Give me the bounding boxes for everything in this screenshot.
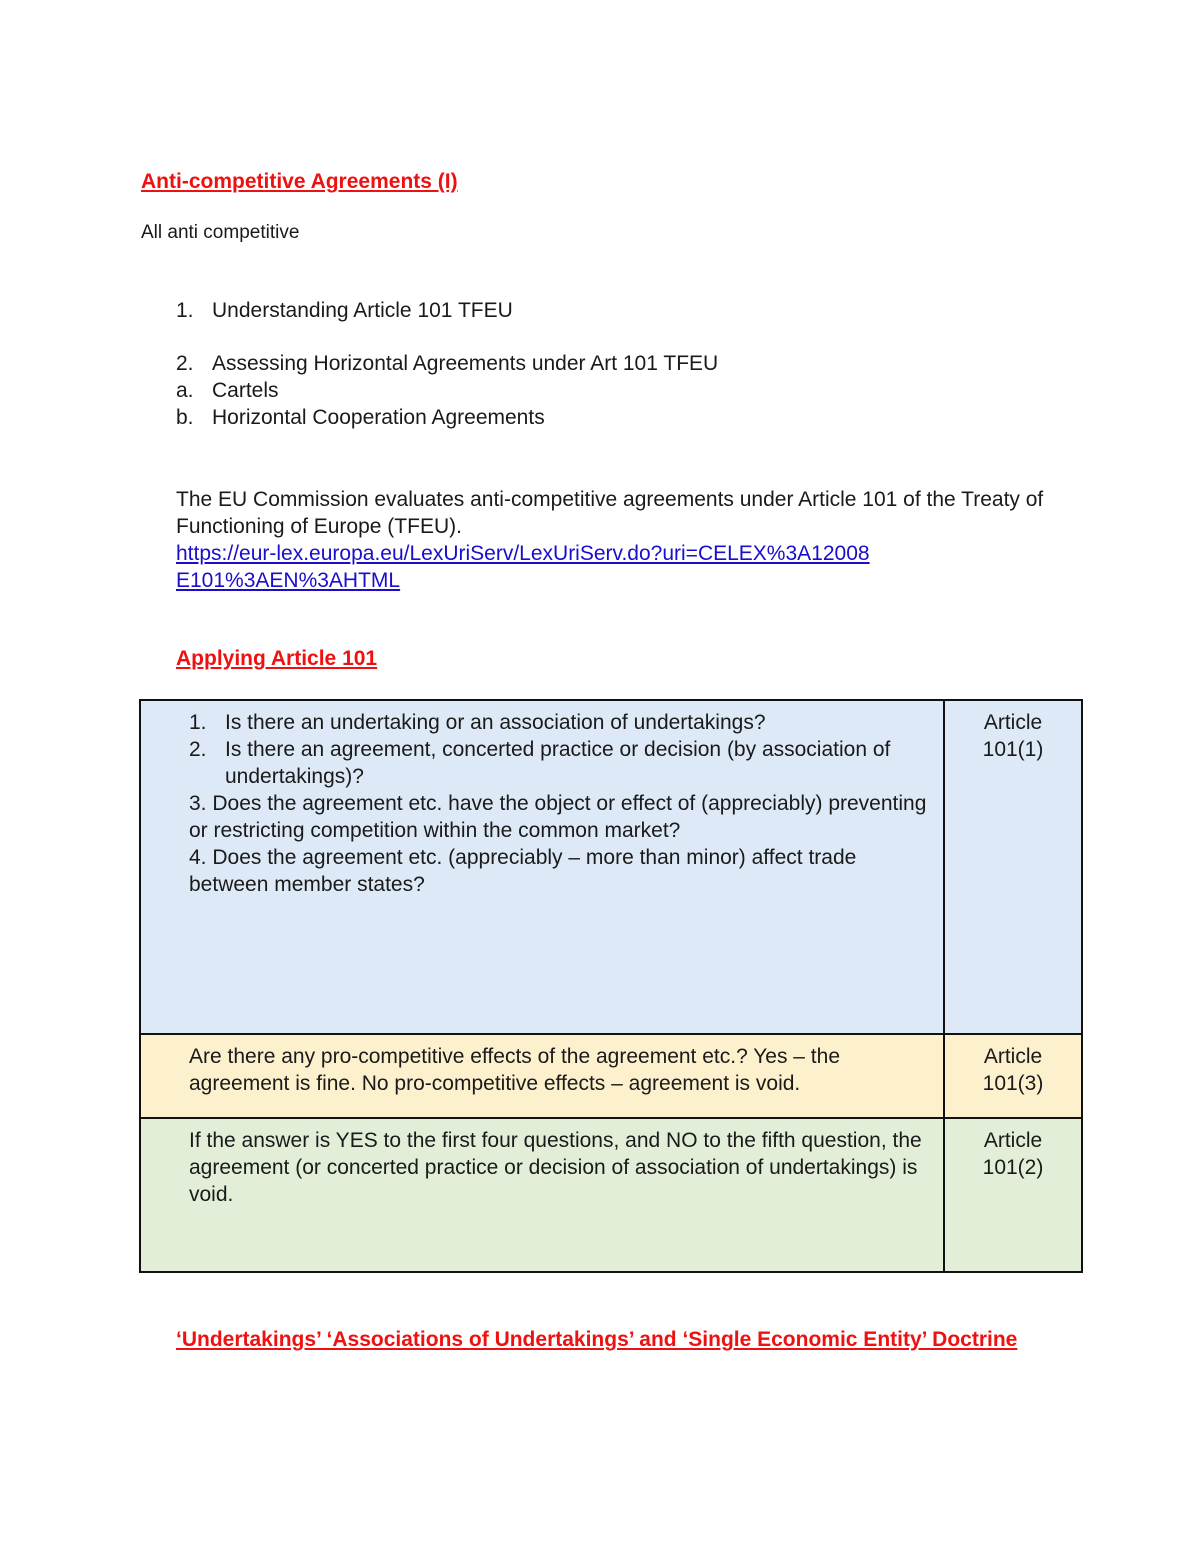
outline-list-1: [176, 297, 513, 324]
list-item: [176, 404, 718, 431]
question-item: [189, 736, 929, 790]
exemption-cell: Are there any pro-competitive effects of the agreement etc.? Yes – the agreement is fine. No pro-competitive effects – agreement is void.: [140, 1034, 944, 1118]
list-item-text: Cartels: [212, 379, 279, 402]
question-item: [189, 790, 929, 844]
commission-paragraph: [176, 486, 1076, 594]
question-text: Is there an agreement, concerted practice or decision (by association of undertakings)?: [225, 738, 891, 788]
question-number: 3.: [189, 792, 207, 815]
article-cell: Article 101(3): [944, 1034, 1082, 1118]
question-item: [189, 709, 929, 736]
list-item: [176, 350, 718, 377]
list-marker: a.: [176, 379, 194, 402]
table-row: [140, 700, 1082, 1034]
table-row: [140, 1034, 1082, 1118]
paragraph-text: The EU Commission evaluates anti-competitive agreements under Article 101 of the Treaty of Functioning of Europe (TFEU).: [176, 488, 1044, 538]
intro-text: All anti competitive: [141, 222, 300, 243]
eur-lex-link[interactable]: https://eur-lex.europa.eu/LexUriServ/LexUriServ.do?uri=CELEX%3A12008E101%3AEN%3AHTML: [176, 542, 870, 592]
article-101-table: [139, 699, 1083, 1273]
question-number: 1.: [189, 711, 207, 734]
question-text: Does the agreement etc. have the object or effect of (appreciably) preventing or restricting competition within the common market?: [189, 792, 927, 842]
list-item: [176, 297, 513, 324]
list-marker: b.: [176, 406, 194, 429]
section-heading: ‘Undertakings’ ‘Associations of Undertakings’ and ‘Single Economic Entity’ Doctrine: [176, 1328, 1018, 1351]
list-marker: 2.: [176, 352, 194, 375]
table-row: [140, 1118, 1082, 1272]
questions-cell: [140, 700, 944, 1034]
question-item: [189, 844, 929, 898]
page-title: Anti-competitive Agreements (I): [141, 170, 458, 193]
consequence-cell: If the answer is YES to the first four questions, and NO to the fifth question, the agreement (or concerted practice or decision of association of undertakings) is void.: [140, 1118, 944, 1272]
list-marker: 1.: [176, 299, 194, 322]
question-number: 2.: [189, 738, 207, 761]
question-text: Is there an undertaking or an association of undertakings?: [225, 711, 766, 734]
question-number: 4.: [189, 846, 207, 869]
list-item-text: Assessing Horizontal Agreements under Art 101 TFEU: [212, 352, 719, 375]
outline-list-2: [176, 350, 718, 431]
list-item-text: Understanding Article 101 TFEU: [212, 299, 513, 322]
applying-heading: Applying Article 101: [176, 647, 378, 670]
list-item: [176, 377, 718, 404]
list-item-text: Horizontal Cooperation Agreements: [212, 406, 545, 429]
article-cell: Article 101(1): [944, 700, 1082, 1034]
question-text: Does the agreement etc. (appreciably – more than minor) affect trade between member states?: [189, 846, 857, 896]
article-cell: Article 101(2): [944, 1118, 1082, 1272]
